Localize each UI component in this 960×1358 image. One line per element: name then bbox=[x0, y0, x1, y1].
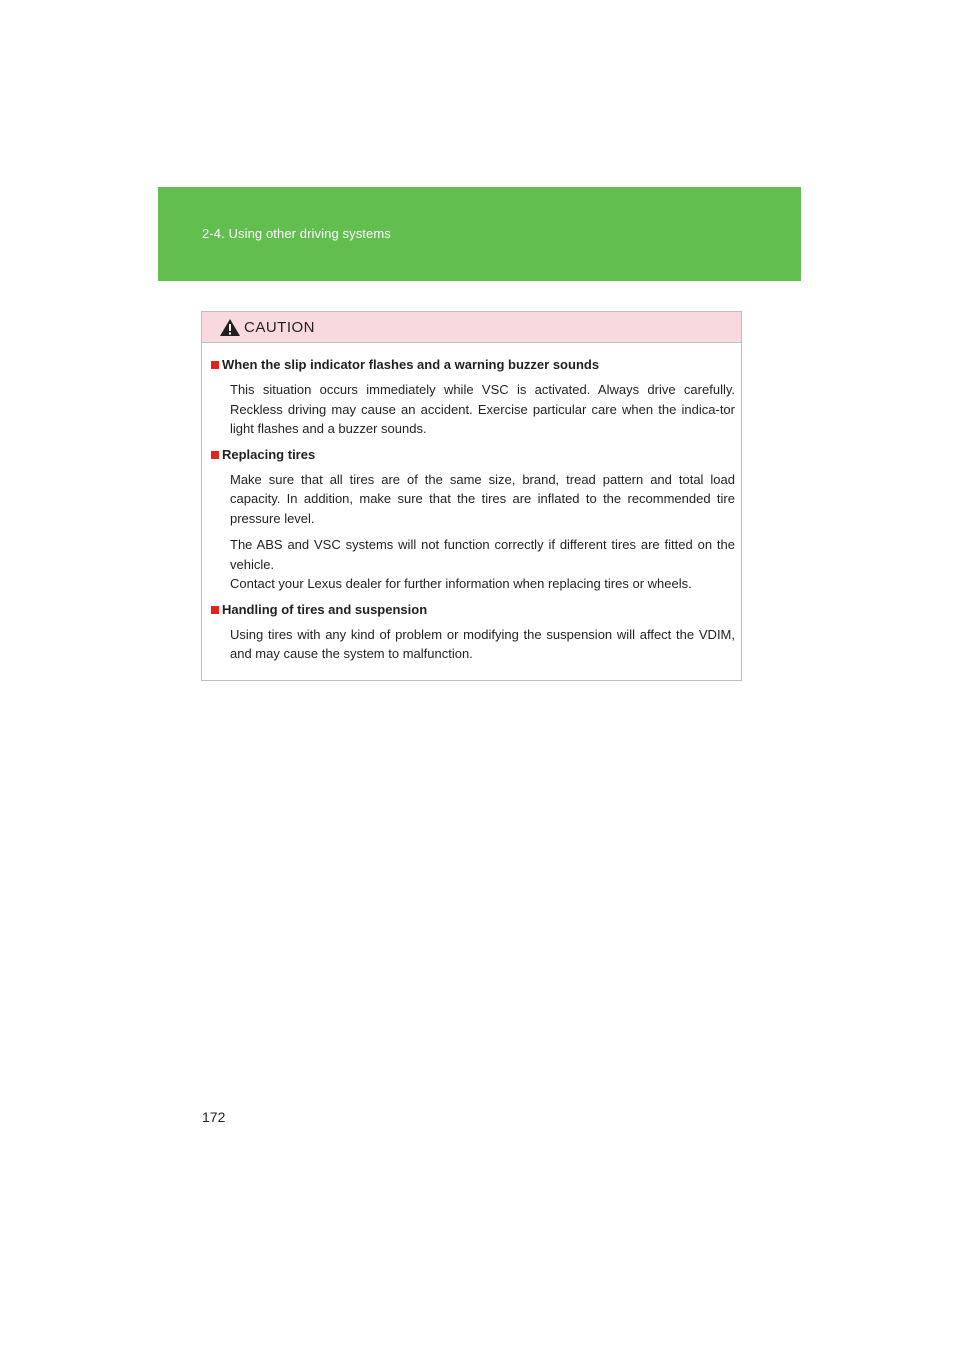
item-paragraph: The ABS and VSC systems will not function correctly if different tires are fitted on the vehicle. bbox=[230, 537, 735, 572]
item-paragraph: This situation occurs immediately while VSC is activated. Always drive carefully. Reckless driving may cause an accident. Exercise particular care when the indica-tor light flashes and a buzzer sounds. bbox=[230, 382, 735, 436]
item-paragraph: Contact your Lexus dealer for further information when replacing tires or wheels. bbox=[230, 576, 692, 591]
page-number: 172 bbox=[202, 1109, 226, 1125]
caution-item-slip-indicator bbox=[211, 356, 735, 439]
caution-box bbox=[201, 311, 742, 681]
caution-title: CAUTION bbox=[244, 319, 315, 336]
section-title: 2-4. Using other driving systems bbox=[202, 226, 391, 241]
item-heading: Replacing tires bbox=[222, 446, 316, 462]
caution-item-handling-suspension bbox=[211, 601, 735, 664]
caution-body bbox=[202, 343, 741, 664]
square-bullet-icon bbox=[211, 451, 219, 459]
caution-header bbox=[202, 312, 741, 343]
square-bullet-icon bbox=[211, 606, 219, 614]
item-paragraph: Using tires with any kind of problem or modifying the suspension will affect the VDIM, and may cause the system to malfunction. bbox=[230, 626, 735, 661]
item-paragraph: Make sure that all tires are of the same size, brand, tread pattern and total load capacity. In addition, make sure that the tires are inflated to the recommended tire pressure level. bbox=[230, 471, 735, 526]
caution-item-replacing-tires bbox=[211, 446, 735, 594]
chapter-header-band bbox=[158, 187, 801, 281]
warning-triangle-icon bbox=[219, 318, 241, 337]
square-bullet-icon bbox=[211, 361, 219, 369]
item-heading: Handling of tires and suspension bbox=[222, 601, 428, 617]
item-heading: When the slip indicator flashes and a warning buzzer sounds bbox=[222, 357, 600, 372]
